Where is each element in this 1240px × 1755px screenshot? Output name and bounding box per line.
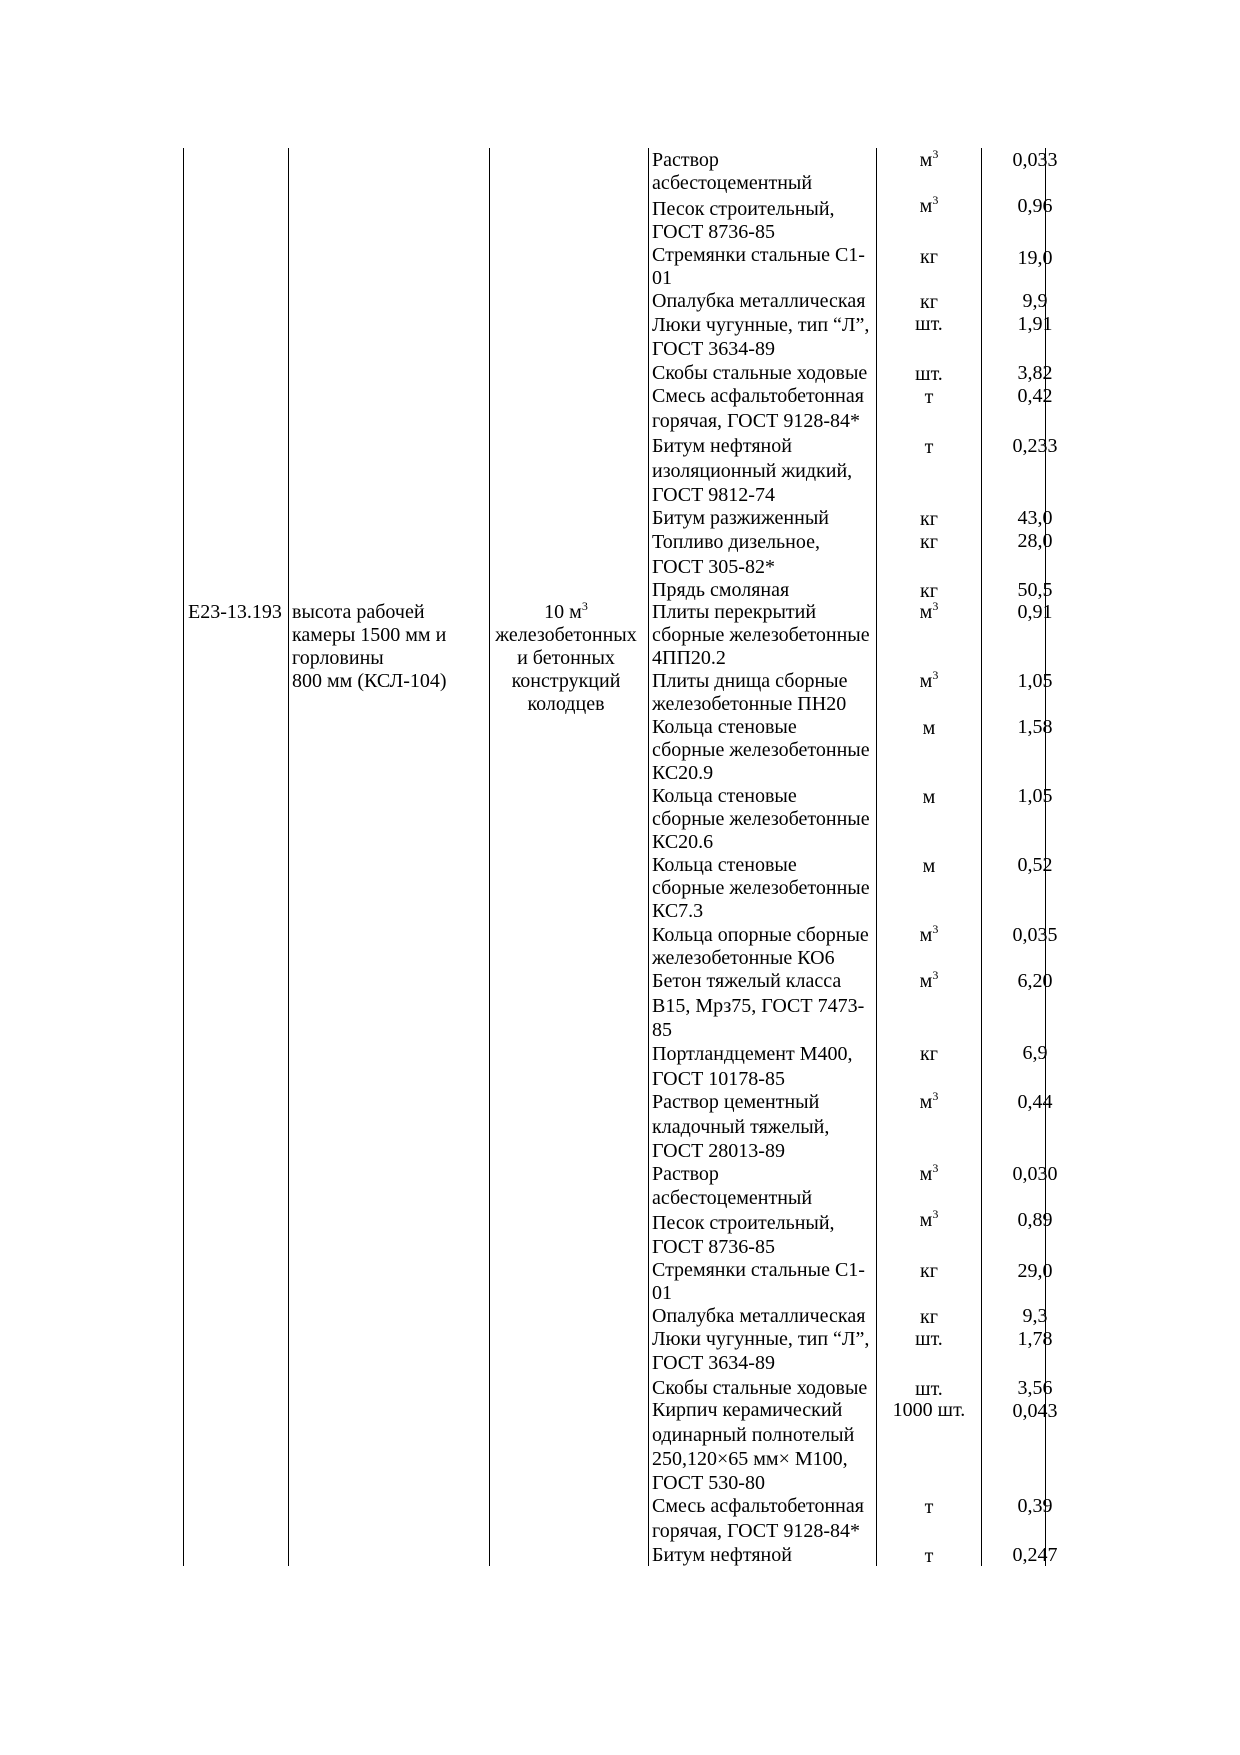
material-unit: м bbox=[922, 717, 936, 739]
material-unit: $м^3$ bbox=[919, 668, 939, 692]
material-qty: 6,9 bbox=[1022, 1042, 1048, 1064]
material-unit: м bbox=[922, 786, 936, 808]
material-unit: т bbox=[924, 1545, 934, 1567]
material-name-line: асбестоцементный bbox=[652, 1187, 813, 1209]
material-unit: т bbox=[924, 1496, 934, 1518]
material-unit: $м^3$ bbox=[919, 147, 939, 171]
material-name-line: Скобы стальные ходовые bbox=[652, 1377, 868, 1399]
material-unit: $м^3$ bbox=[919, 1089, 939, 1113]
material-name-line: железобетонные КО6 bbox=[652, 947, 835, 969]
material-qty: 0,033 bbox=[1012, 149, 1058, 171]
material-qty: 0,44 bbox=[1017, 1091, 1053, 1113]
material-name-line: 01 bbox=[652, 267, 672, 289]
material-name-line: ГОСТ 10178-85 bbox=[652, 1068, 785, 1090]
material-unit: $м^3$ bbox=[919, 922, 939, 946]
material-name-line: Прядь смоляная bbox=[652, 579, 790, 601]
material-qty: 43,0 bbox=[1017, 507, 1053, 529]
norm-description-line: горловины bbox=[292, 647, 384, 669]
material-unit: т bbox=[924, 436, 934, 458]
col-border bbox=[876, 148, 877, 1566]
material-name-line: Кольца стеновые bbox=[652, 854, 797, 876]
material-qty: 9,9 bbox=[1022, 290, 1048, 312]
material-unit: $м^3$ bbox=[919, 1207, 939, 1231]
col-border bbox=[288, 148, 289, 1566]
material-name-line: КС7.3 bbox=[652, 900, 704, 922]
norm-description-line: высота рабочей bbox=[292, 601, 425, 623]
material-name-line: ГОСТ 530-80 bbox=[652, 1472, 765, 1494]
material-unit: шт. bbox=[915, 1378, 943, 1400]
norm-code: Е23-13.193 bbox=[188, 601, 282, 623]
material-unit: кг bbox=[920, 1043, 938, 1065]
material-name-line: Бетон тяжелый класса bbox=[652, 970, 842, 992]
material-qty: 0,42 bbox=[1017, 385, 1053, 407]
material-name-line: сборные железобетонные bbox=[652, 624, 870, 646]
material-unit: $м^3$ bbox=[919, 968, 939, 992]
material-name-line: Кольца стеновые bbox=[652, 785, 797, 807]
material-name-line: КС20.9 bbox=[652, 762, 714, 784]
material-name-line: Кольца стеновые bbox=[652, 716, 797, 738]
material-unit: кг bbox=[920, 291, 938, 313]
measure-line: конструкций bbox=[511, 670, 621, 692]
material-name-line: 4ПП20.2 bbox=[652, 647, 726, 669]
material-name-line: ГОСТ 28013-89 bbox=[652, 1140, 785, 1162]
material-name-line: Топливо дизельное, bbox=[652, 531, 820, 553]
material-name-line: Опалубка металлическая bbox=[652, 290, 866, 312]
material-qty: 19,0 bbox=[1017, 247, 1053, 269]
material-qty: 1,58 bbox=[1017, 716, 1053, 738]
material-unit: кг bbox=[920, 531, 938, 553]
material-name-line: Скобы стальные ходовые bbox=[652, 362, 868, 384]
material-name-line: ГОСТ 3634-89 bbox=[652, 1352, 775, 1374]
material-name-line: Песок строительный, bbox=[652, 198, 835, 220]
material-name-line: кладочный тяжелый, bbox=[652, 1116, 830, 1138]
material-qty: 1,91 bbox=[1017, 313, 1053, 335]
material-unit: шт. bbox=[915, 313, 943, 335]
material-name-line: ГОСТ 9812-74 bbox=[652, 484, 775, 506]
material-name-line: 85 bbox=[652, 1019, 672, 1041]
material-name-line: Стремянки стальные С1- bbox=[652, 244, 865, 266]
material-name-line: Портландцемент М400, bbox=[652, 1043, 853, 1065]
material-name-line: Люки чугунные, тип “Л”, bbox=[652, 1328, 870, 1350]
material-name-line: железобетонные ПН20 bbox=[652, 693, 847, 715]
material-name-line: ГОСТ 8736-85 bbox=[652, 1236, 775, 1258]
material-qty: 9,3 bbox=[1022, 1305, 1048, 1327]
material-name-line: 01 bbox=[652, 1282, 672, 1304]
material-qty: 50,5 bbox=[1017, 579, 1053, 601]
material-name-line: асбестоцементный bbox=[652, 172, 813, 194]
material-unit: кг bbox=[920, 246, 938, 268]
col-border bbox=[489, 148, 490, 1566]
measure-line: железобетонных bbox=[495, 624, 637, 646]
material-qty: 3,56 bbox=[1017, 1377, 1053, 1399]
material-name-line: Раствор bbox=[652, 149, 719, 171]
material-qty: 6,20 bbox=[1017, 970, 1053, 992]
material-name-line: Кирпич керамический bbox=[652, 1399, 843, 1421]
material-name-line: сборные железобетонные bbox=[652, 739, 870, 761]
col-border bbox=[648, 148, 649, 1566]
material-name-line: горячая, ГОСТ 9128-84* bbox=[652, 1520, 861, 1542]
material-unit: кг bbox=[920, 1306, 938, 1328]
material-unit: кг bbox=[920, 508, 938, 530]
material-qty: 3,82 bbox=[1017, 362, 1053, 384]
material-qty: 0,247 bbox=[1012, 1544, 1058, 1566]
col-border bbox=[183, 148, 184, 1566]
material-qty: 0,030 bbox=[1012, 1163, 1058, 1185]
material-name-line: Смесь асфальтобетонная bbox=[652, 1495, 864, 1517]
material-name-line: ГОСТ 3634-89 bbox=[652, 338, 775, 360]
material-qty: 0,035 bbox=[1012, 924, 1058, 946]
norm-description-line: камеры 1500 мм и bbox=[292, 624, 447, 646]
material-qty: 1,78 bbox=[1017, 1328, 1053, 1350]
material-name-line: В15, Мрз75, ГОСТ 7473- bbox=[652, 995, 865, 1017]
material-name-line: Битум нефтяной bbox=[652, 1544, 792, 1566]
material-name-line: горячая, ГОСТ 9128-84* bbox=[652, 410, 861, 432]
material-name-line: одинарный полнотелый bbox=[652, 1424, 855, 1446]
material-name-line: Люки чугунные, тип “Л”, bbox=[652, 314, 870, 336]
material-unit: шт. bbox=[915, 1328, 943, 1350]
norm-description-line: 800 мм (КСЛ-104) bbox=[292, 670, 447, 692]
material-name-line: Раствор bbox=[652, 1163, 719, 1185]
material-name-line: Плиты днища сборные bbox=[652, 670, 848, 692]
material-name-line: Смесь асфальтобетонная bbox=[652, 385, 864, 407]
material-name-line: 250,120×65 мм× М100, bbox=[652, 1448, 848, 1470]
material-name-line: Плиты перекрытий bbox=[652, 601, 817, 623]
material-unit: $м^3$ bbox=[919, 193, 939, 217]
material-unit: м bbox=[922, 855, 936, 877]
material-qty: 29,0 bbox=[1017, 1260, 1053, 1282]
material-qty: 0,233 bbox=[1012, 435, 1058, 457]
material-name-line: Опалубка металлическая bbox=[652, 1305, 866, 1327]
material-qty: 28,0 bbox=[1017, 530, 1053, 552]
material-qty: 1,05 bbox=[1017, 670, 1053, 692]
material-unit: т bbox=[924, 386, 934, 408]
material-unit: $м^3$ bbox=[919, 599, 939, 623]
material-unit: кг bbox=[920, 1260, 938, 1282]
material-unit: кг bbox=[920, 580, 938, 602]
material-qty: 0,96 bbox=[1017, 195, 1053, 217]
material-name-line: Раствор цементный bbox=[652, 1091, 820, 1113]
material-unit: $м^3$ bbox=[919, 1161, 939, 1185]
measure-unit: 10 $м^3$ bbox=[544, 599, 588, 623]
material-qty: 0,91 bbox=[1017, 601, 1053, 623]
material-qty: 1,05 bbox=[1017, 785, 1053, 807]
material-name-line: сборные железобетонные bbox=[652, 877, 870, 899]
measure-line: и бетонных bbox=[517, 647, 615, 669]
material-name-line: изоляционный жидкий, bbox=[652, 460, 853, 482]
col-border bbox=[981, 148, 982, 1566]
material-name-line: ГОСТ 305-82* bbox=[652, 556, 775, 578]
material-name-line: ГОСТ 8736-85 bbox=[652, 221, 775, 243]
material-name-line: Кольца опорные сборные bbox=[652, 924, 869, 946]
material-qty: 0,52 bbox=[1017, 854, 1053, 876]
material-name-line: КС20.6 bbox=[652, 831, 714, 853]
material-qty: 0,39 bbox=[1017, 1495, 1053, 1517]
material-name-line: Песок строительный, bbox=[652, 1212, 835, 1234]
material-name-line: сборные железобетонные bbox=[652, 808, 870, 830]
material-name-line: Стремянки стальные С1- bbox=[652, 1259, 865, 1281]
material-unit: 1000 шт. bbox=[892, 1399, 966, 1421]
material-qty: 0,89 bbox=[1017, 1209, 1053, 1231]
material-qty: 0,043 bbox=[1012, 1400, 1058, 1422]
material-name-line: Битум разжиженный bbox=[652, 507, 829, 529]
material-name-line: Битум нефтяной bbox=[652, 435, 792, 457]
measure-line: колодцев bbox=[527, 693, 605, 715]
material-unit: шт. bbox=[915, 363, 943, 385]
